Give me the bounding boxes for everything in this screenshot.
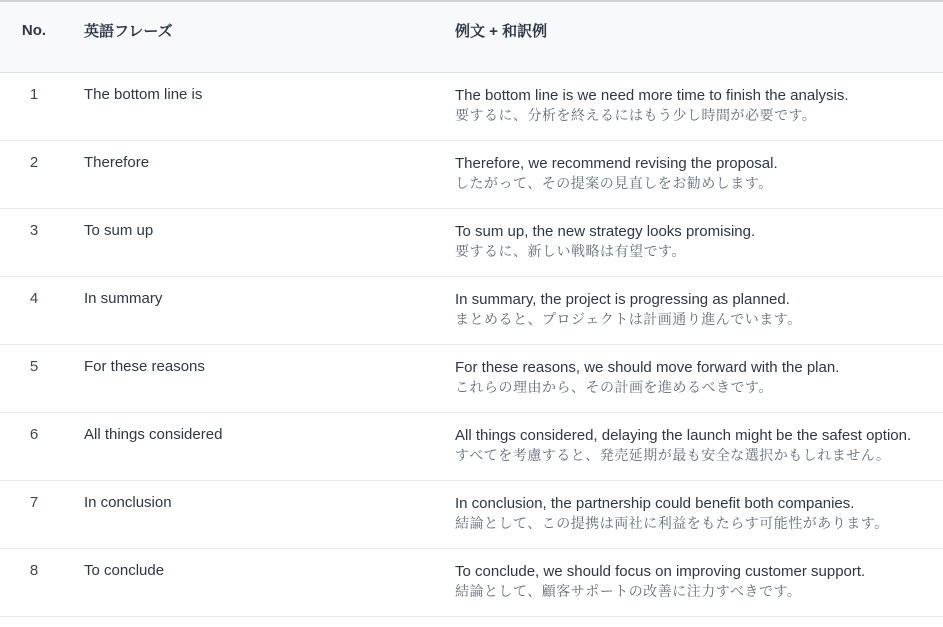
example-sentence-en: The bottom line is we need more time to finish the analysis. [455, 86, 849, 104]
example-cell [439, 412, 943, 480]
example-sentence-en: In summary, the project is progressing as planned. [455, 290, 790, 308]
row-number-cell: 7 [0, 480, 68, 548]
example-translation-ja: 結論として、この提携は両社に利益をもたらす可能性があります。 [455, 514, 889, 531]
table-row [0, 208, 943, 276]
example-translation-ja: すべてを考慮すると、発売延期が最も安全な選択かもしれません。 [455, 446, 891, 463]
phrase-cell: In conclusion [68, 480, 439, 548]
row-number-cell: 3 [0, 208, 68, 276]
example-translation-ja: これらの理由から、その計画を進めるべきです。 [455, 378, 773, 395]
table-row [0, 276, 943, 344]
example-cell [439, 344, 943, 412]
example-cell [439, 208, 943, 276]
example-translation-ja: 結論として、顧客サポートの改善に注力すべきです。 [455, 582, 802, 599]
row-number-cell: 1 [0, 72, 68, 140]
row-number-cell: 5 [0, 344, 68, 412]
phrase-table [0, 2, 943, 617]
example-cell [439, 140, 943, 208]
row-number-cell: 4 [0, 276, 68, 344]
example-sentence-en: For these reasons, we should move forward with the plan. [455, 358, 840, 376]
header-row [0, 2, 943, 72]
example-sentence-en: To sum up, the new strategy looks promising. [455, 222, 756, 240]
phrase-cell: The bottom line is [68, 72, 439, 140]
column-header-phrase: 英語フレーズ [68, 2, 439, 72]
example-translation-ja: 要するに、新しい戦略は有望です。 [455, 242, 686, 259]
example-translation-ja: まとめると、プロジェクトは計画通り進んでいます。 [455, 310, 802, 327]
example-translation-ja: したがって、その提案の見直しをお勧めします。 [455, 174, 773, 191]
table-body [0, 72, 943, 616]
example-cell [439, 276, 943, 344]
table-header [0, 2, 943, 72]
phrase-cell: To conclude [68, 548, 439, 616]
table-row [0, 140, 943, 208]
phrase-cell: For these reasons [68, 344, 439, 412]
example-cell [439, 548, 943, 616]
example-sentence-en: In conclusion, the partnership could benefit both companies. [455, 494, 855, 512]
table-row [0, 480, 943, 548]
phrase-cell: Therefore [68, 140, 439, 208]
row-number-cell: 8 [0, 548, 68, 616]
example-sentence-en: Therefore, we recommend revising the proposal. [455, 154, 778, 172]
column-header-no: No. [0, 2, 68, 72]
example-sentence-en: All things considered, delaying the launch might be the safest option. [455, 426, 912, 444]
table-row [0, 548, 943, 616]
example-translation-ja: 要するに、分析を終えるにはもう少し時間が必要です。 [455, 106, 817, 123]
row-number-cell: 2 [0, 140, 68, 208]
table-row [0, 412, 943, 480]
phrase-cell: To sum up [68, 208, 439, 276]
table-row [0, 344, 943, 412]
table-row [0, 72, 943, 140]
phrase-cell: In summary [68, 276, 439, 344]
example-cell [439, 480, 943, 548]
row-number-cell: 6 [0, 412, 68, 480]
column-header-example: 例文 + 和訳例 [439, 2, 943, 72]
example-cell [439, 72, 943, 140]
example-sentence-en: To conclude, we should focus on improving customer support. [455, 562, 866, 580]
phrase-cell: All things considered [68, 412, 439, 480]
